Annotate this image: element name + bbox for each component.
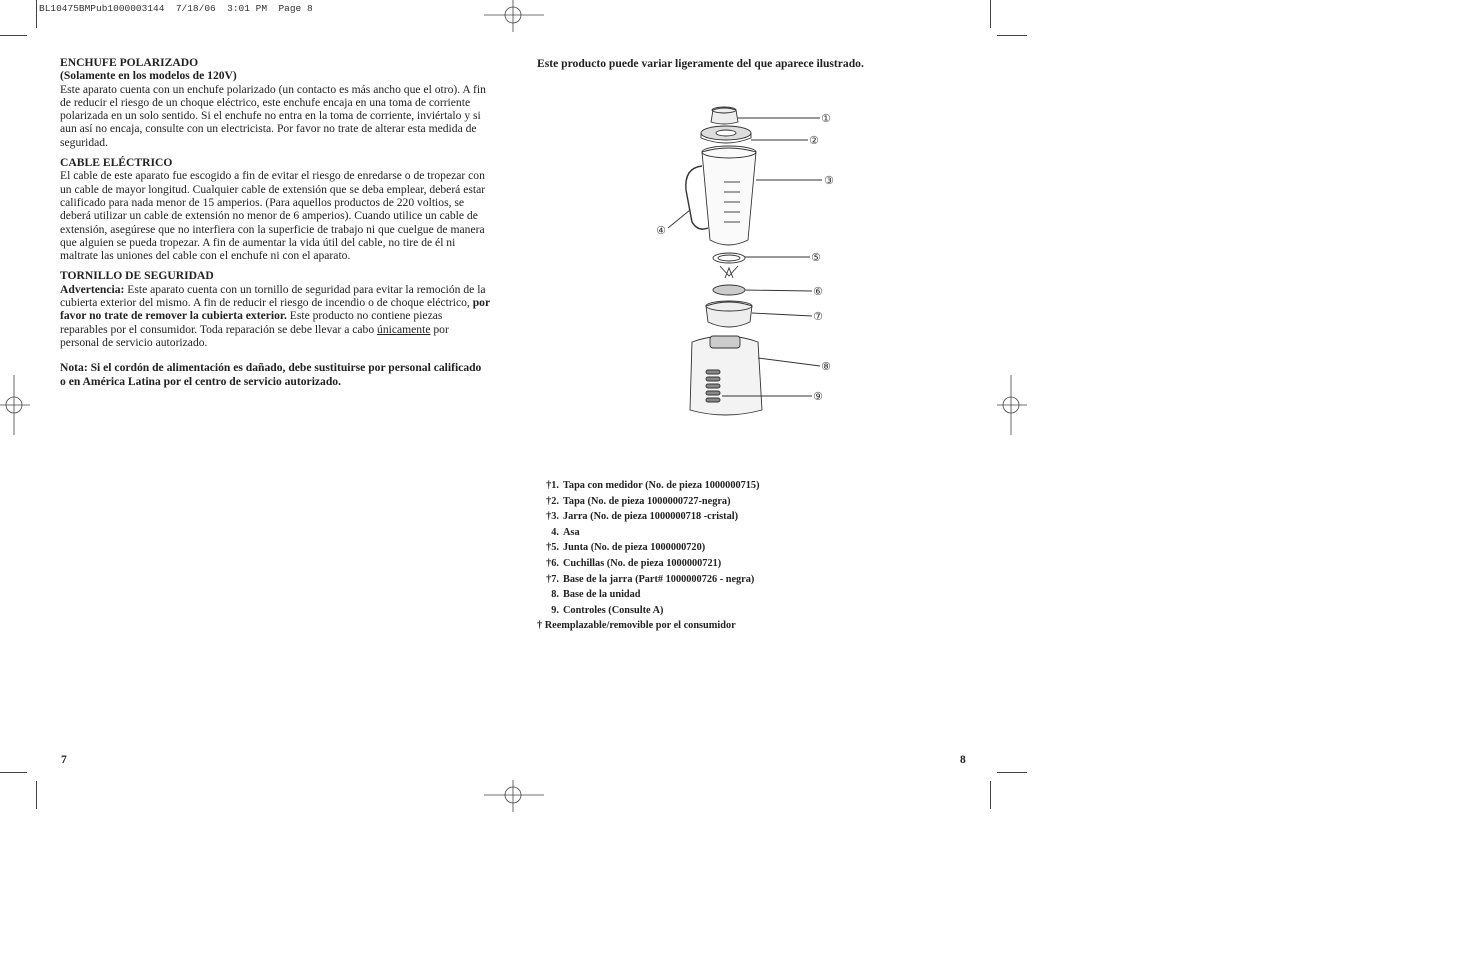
callout-3: ③: [824, 174, 834, 187]
crop-mark: [997, 35, 1027, 36]
registration-mark-icon: [997, 375, 1027, 435]
warning-label: Advertencia:: [60, 282, 125, 296]
registration-mark-icon: [484, 0, 544, 32]
body-screw-bold: por favor no trate de remover la cubierta exterior.: [60, 296, 490, 323]
section-cord: [60, 156, 490, 262]
crop-mark: [0, 35, 27, 36]
body-screw-b: Este producto no contiene piezas reparables por el consumidor. Toda reparación se debe llevar a cabo: [60, 309, 443, 336]
heading-cord: CABLE ELÉCTRICO: [60, 156, 173, 170]
replaceable-footnote: † Reemplazable/removible por el consumidor: [537, 620, 736, 631]
crop-mark: [36, 0, 37, 28]
callout-1: ①: [821, 112, 831, 125]
parts-list: [537, 478, 760, 618]
callout-6: ⑥: [813, 285, 823, 298]
crop-mark: [990, 781, 991, 809]
blades-shape: [720, 266, 738, 278]
body-cord: El cable de este aparato fue escogido a fin de evitar el riesgo de enredarse o de tropezar con un cable de mayor longitud. Cualquier cable de extensión que se deba emplear, deberá estar calificado para nada menor de 15 amperios. (Para aquellos productos de 220 voltios, se deberá utilizar un cable de extensión no menor de 6 amperios). Cuando utilice un cable de extensión, asegúrese que no interfiera con la superficie de trabajo ni que cuelgue de manera que alguien se pueda tropezar. A fin de aumentar la vida útil del cable, no tire de él ni maltrate las uniones del cable con el enchufe ni con el aparato.: [60, 169, 486, 263]
blender-exploded-diagram: [640, 100, 850, 430]
list-item: †3. Jarra (No. de pieza 1000000718 -cristal): [546, 511, 739, 523]
body-screw-a: Este aparato cuenta con un tornillo de seguridad para evitar la remoción de la cubierta exterior del mismo. A fin de reducir el riesgo de incendio o de choque eléctrico,: [60, 282, 486, 310]
product-variation-note: Este producto puede variar ligeramente del que aparece ilustrado.: [537, 57, 864, 70]
callout-4: ④: [656, 224, 666, 237]
callout-5: ⑤: [811, 251, 821, 264]
left-page-column: [60, 56, 490, 395]
note-cord-damage: Nota: Si el cordón de alimentación es dañado, debe sustituirse por personal calificado o en América Latina por el centro de servicio autorizado.: [60, 361, 482, 388]
crop-mark: [0, 772, 27, 773]
crop-mark: [36, 781, 37, 809]
subheading-120v: (Solamente en los modelos de 120V): [60, 69, 237, 83]
section-polarized-plug: [60, 56, 490, 149]
list-item: 9. Controles (Consulte A): [551, 604, 664, 616]
heading-polarized-plug: ENCHUFE POLARIZADO: [60, 56, 199, 69]
list-item: 8. Base de la unidad: [551, 589, 641, 601]
print-slug: BL10475BMPub1000003144 7/18/06 3:01 PM Page 8: [39, 3, 313, 14]
list-item: †7. Base de la jarra (Part# 1000000726 - negra): [546, 573, 755, 585]
list-item: †6. Cuchillas (No. de pieza 1000000721): [546, 557, 722, 569]
page-number-right: 8: [960, 754, 966, 766]
section-security-screw: [60, 269, 490, 349]
body-screw-c: por personal de servicio autorizado.: [60, 322, 449, 349]
callout-8: ⑧: [821, 360, 831, 373]
crop-mark: [997, 772, 1027, 773]
jar-base-shape: [706, 302, 752, 327]
callout-2: ②: [809, 134, 819, 147]
list-item: 4. Asa: [551, 526, 580, 538]
jar-shape: [702, 148, 756, 245]
list-item: †5. Junta (No. de pieza 1000000720): [546, 542, 706, 554]
list-item: †2. Tapa (No. de pieza 1000000727-negra): [546, 495, 731, 507]
list-item: †1. Tapa con medidor (No. de pieza 1000000715): [546, 480, 760, 491]
measuring-cap-shape: [711, 108, 738, 124]
registration-mark-icon: [484, 780, 544, 812]
page-number-left: 7: [61, 754, 67, 766]
crop-mark: [990, 0, 991, 28]
registration-mark-icon: [0, 375, 30, 435]
callout-9: ⑨: [813, 390, 823, 403]
heading-security-screw: TORNILLO DE SEGURIDAD: [60, 269, 214, 283]
body-polarized-plug: Este aparato cuenta con un enchufe polarizado (un contacto es más ancho que el otro). A fin de reducir el riesgo de un choque eléctrico, este enchufe encaja en una toma de corriente polarizada en un solo sentido. Si el enchufe no entra en la toma de corriente, inviértalo y si aun así no encaja, consulte con un electricista. Por favor no trate de alterar esta medida de seguridad.: [60, 82, 486, 149]
body-screw-underline: únicamente: [377, 322, 431, 336]
callout-7: ⑦: [813, 310, 823, 323]
